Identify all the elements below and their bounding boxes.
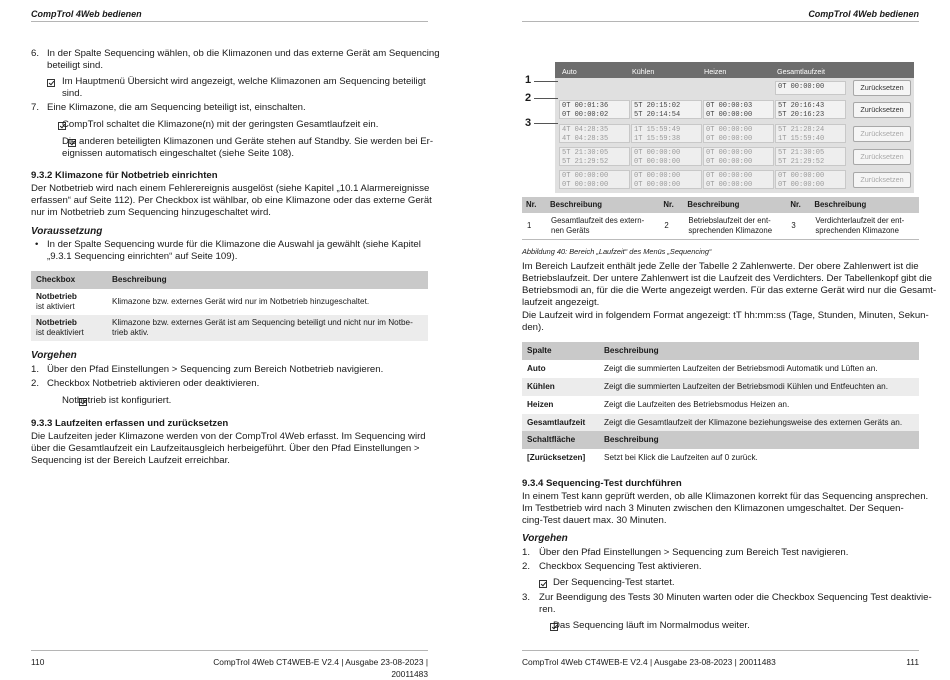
- table-row: Auto Zeigt die summierten Laufzeiten der Betriebsmodi Automatik und Lüften an.: [527, 364, 878, 373]
- table-header: Beschreibung: [810, 197, 919, 213]
- subheading-vorgehen: Vorgehen: [31, 350, 77, 361]
- runtime-cell: 0T 00:00:00 0T 00:00:00: [775, 170, 846, 189]
- table-header: Schaltfläche: [522, 431, 599, 449]
- callout-line: [534, 98, 558, 99]
- table-header: Spalte: [522, 342, 599, 360]
- footer-rule: [31, 650, 428, 651]
- runtime-cell: 0T 00:00:00 0T 00:00:00: [703, 170, 774, 189]
- table-header: Beschreibung: [546, 197, 659, 213]
- check-result-icon: [47, 79, 55, 87]
- table-header: Beschreibung: [107, 271, 428, 289]
- reset-button[interactable]: Zurücksetzen: [853, 149, 911, 165]
- step-text: Eine Klimazone, die am Sequencing beteiligt ist, einschalten.: [47, 102, 306, 113]
- section-paragraph: In einem Test kann geprüft werden, ob alle Klimazonen korrekt für das Sequencing ansprechen. Im Testbetrieb wird nach 3 Minuten zwischen den Klimazonen umgeschaltet. Der Sequen- cing-Test dauert max. 30 Minuten.: [522, 491, 929, 526]
- section-paragraph: Die Laufzeiten jeder Klimazone werden von der CompTrol 4Web erfasst. Im Sequencing wird über die Gesamtlaufzeit ein Laufzeitausgleich herbeigeführt. Über den Pfad Einstellungen > Sequencing ist der Bereich Laufzeit erreichbar.: [31, 431, 426, 466]
- runtime-cell: 0T 00:00:00 0T 00:00:00: [703, 124, 774, 143]
- header-rule: [522, 21, 919, 22]
- subheading-voraussetzung: Voraussetzung: [31, 226, 103, 237]
- runtime-cell: 0T 00:00:03 0T 00:00:00: [703, 100, 774, 119]
- runtime-cell: 5T 21:30:05 5T 21:29:52: [559, 147, 630, 166]
- section-heading-932: 9.3.2 Klimazone für Notbetrieb einrichten: [31, 170, 218, 181]
- result-text: Die anderen beteiligten Klimazonen und Geräte stehen auf Standby. Sie werden bei Er- eignissen automatisch eingeschaltet (siehe Seite 108).: [62, 136, 434, 159]
- step-text: Checkbox Notbetrieb aktivieren oder deaktivieren.: [47, 378, 260, 389]
- figure-legend-table: [522, 197, 919, 240]
- runtime-cell: 5T 21:30:05 5T 21:29:52: [775, 147, 846, 166]
- table-row: Heizen Zeigt die Laufzeiten des Betriebsmodus Heizen an.: [527, 400, 790, 409]
- screenshot-header-bar: [555, 62, 914, 78]
- step-number: 7.: [31, 102, 40, 113]
- table-row: Kühlen Zeigt die summierten Laufzeiten der Betriebsmodi Kühlen und Entfeuchten an.: [522, 378, 919, 396]
- runtime-cell: 1T 15:59:49 1T 15:59:38: [631, 124, 702, 143]
- runtime-cell: 5T 21:28:24 1T 15:59:40: [775, 124, 846, 143]
- figure-caption: Abbildung 40: Bereich „Laufzeit“ des Menüs „Sequencing“: [522, 247, 712, 256]
- table-header: Nr.: [659, 197, 683, 213]
- table-row: Notbetrieb ist aktiviert Klimazone bzw. externes Gerät wird nur im Notbetrieb hinzugeschaltet.: [36, 292, 370, 311]
- table-header: Beschreibung: [599, 431, 919, 449]
- column-heizen: Heizen: [704, 67, 727, 76]
- bullet-dot: •: [35, 239, 39, 250]
- section-heading-934: 9.3.4 Sequencing-Test durchführen: [522, 478, 682, 489]
- footer-text: CompTrol 4Web CT4WEB-E V2.4 | Ausgabe 23-08-2023 | 20011483: [213, 657, 428, 679]
- table-header: Beschreibung: [599, 342, 919, 360]
- table-header: Nr.: [786, 197, 810, 213]
- result-text: Notbetrieb ist konfiguriert.: [62, 395, 172, 406]
- body-paragraph: Im Bereich Laufzeit enthält jede Zelle der Tabelle 2 Zahlenwerte. Der obere Zahlenwert ist die Betriebslaufzeit. Der untere Zahlenwert ist die Laufzeit des Verdichters. Der Tabellenkopf gibt die Betriebsmodi an, für die die Werte angezeigt werden. Für das externe Gerät wird nur die Gesamt- laufzeit angezeigt.: [522, 261, 937, 308]
- runtime-cell: 0T 00:00:00 0T 00:00:00: [631, 147, 702, 166]
- callout-2: 2: [525, 92, 532, 104]
- header-rule: [31, 21, 428, 22]
- step-text: Über den Pfad Einstellungen > Sequencing zum Bereich Notbetrieb navigieren.: [47, 364, 384, 375]
- runtime-cell: 0T 00:00:00 0T 00:00:00: [703, 147, 774, 166]
- table-header: Checkbox: [31, 271, 107, 289]
- prerequisite-text: In der Spalte Sequencing wurde für die Klimazone die Auswahl ja gewählt (siehe Kapitel „9.3.1 Sequencing einrichten“ auf Seite 109).: [47, 239, 421, 262]
- reset-button[interactable]: Zurücksetzen: [853, 126, 911, 142]
- step-number: 2.: [31, 378, 40, 389]
- table-row: [Zurücksetzen] Setzt bei Klick die Laufzeiten auf 0 zurück.: [527, 453, 758, 462]
- running-header: CompTrol 4Web bedienen: [808, 9, 919, 19]
- runtime-cell: 5T 20:16:43 5T 20:16:23: [775, 100, 846, 119]
- step-number: 2.: [522, 561, 531, 572]
- callout-3: 3: [525, 117, 532, 129]
- column-gesamtlaufzeit: Gesamtlaufzeit: [777, 67, 825, 76]
- footer-rule: [522, 650, 919, 651]
- callout-1: 1: [525, 74, 532, 86]
- page-number: 111: [906, 657, 919, 667]
- step-text: Über den Pfad Einstellungen > Sequencing zum Bereich Test navigieren.: [539, 547, 849, 558]
- table-row: Notbetrieb ist deaktiviert Klimazone bzw. externes Gerät ist am Sequencing beteiligt und nicht nur im Notbe- trieb aktiv.: [31, 315, 428, 341]
- step-number: 1.: [31, 364, 40, 375]
- reset-button[interactable]: Zurücksetzen: [853, 102, 911, 118]
- runtime-cell: 5T 20:15:02 5T 20:14:54: [631, 100, 702, 119]
- section-heading-933: 9.3.3 Laufzeiten erfassen und zurücksetzen: [31, 418, 229, 429]
- page-left: [0, 0, 475, 679]
- table-row: 1 Gesamtlaufzeit des extern- nen Geräts 2 Betriebslaufzeit der ent- sprechenden Klimazone 3 Verdichterlaufzeit der ent- sprechenden Klimazone: [522, 213, 919, 240]
- page-number: 110: [31, 657, 45, 667]
- result-text: Das Sequencing läuft im Normalmodus weiter.: [553, 620, 750, 631]
- section-paragraph: Der Notbetrieb wird nach einem Fehlerereignis ausgelöst (siehe Kapitel „10.1 Alarmereignisse erfassen“ auf Seite 112). Per Checkbox ist wählbar, ob eine Klimazone oder das externe Gerät nur im Notbetrieb zum Sequencing hinzugeschaltet wird.: [31, 183, 432, 218]
- step-text: Checkbox Sequencing Test aktivieren.: [539, 561, 702, 572]
- column-auto: Auto: [562, 67, 577, 76]
- column-kuehlen: Kühlen: [632, 67, 655, 76]
- step-text: Zur Beendigung des Tests 30 Minuten warten oder die Checkbox Sequencing Test deaktivie- ren.: [539, 592, 932, 615]
- check-result-icon: [539, 580, 547, 588]
- footer-text: CompTrol 4Web CT4WEB-E V2.4 | Ausgabe 23-08-2023 | 20011483: [522, 657, 776, 667]
- reset-button[interactable]: Zurücksetzen: [853, 80, 911, 96]
- table-row: Gesamtlaufzeit Zeigt die Gesamtlaufzeit der Klimazone beziehungsweise des externen Geräts an.: [522, 414, 919, 432]
- result-text: CompTrol schaltet die Klimazone(n) mit der geringsten Gesamtlaufzeit ein.: [62, 119, 379, 130]
- result-text: Im Hauptmenü Übersicht wird angezeigt, welche Klimazonen am Sequencing beteiligt sind.: [62, 76, 426, 99]
- runtime-cell: 4T 04:28:35 4T 04:28:35: [559, 124, 630, 143]
- body-paragraph: Die Laufzeit wird in folgendem Format angezeigt: tT hh:mm:ss (Tage, Stunden, Minuten, Sekun- den).: [522, 310, 929, 333]
- checkbox-table: [31, 271, 428, 341]
- column-description-table: [522, 342, 919, 432]
- reset-button[interactable]: Zurücksetzen: [853, 172, 911, 188]
- subheading-vorgehen: Vorgehen: [522, 533, 568, 544]
- step-number: 1.: [522, 547, 531, 558]
- step-number: 3.: [522, 592, 531, 603]
- runtime-cell: 0T 00:00:00 0T 00:00:00: [631, 170, 702, 189]
- total-runtime-cell: 0T 00:00:00: [775, 81, 846, 95]
- runtime-cell: 0T 00:00:00 0T 00:00:00: [559, 170, 630, 189]
- callout-line: [534, 123, 558, 124]
- runtime-cell: 0T 00:01:36 0T 00:00:02: [559, 100, 630, 119]
- button-description-table: [522, 431, 919, 467]
- step-text: In der Spalte Sequencing wählen, ob die Klimazonen und das externe Gerät am Sequencing beteiligt sind.: [47, 48, 440, 71]
- callout-line: [534, 81, 558, 82]
- result-text: Der Sequencing-Test startet.: [553, 577, 675, 588]
- table-header: Beschreibung: [683, 197, 786, 213]
- table-header: Nr.: [522, 197, 546, 213]
- step-number: 6.: [31, 48, 40, 59]
- running-header: CompTrol 4Web bedienen: [31, 9, 142, 19]
